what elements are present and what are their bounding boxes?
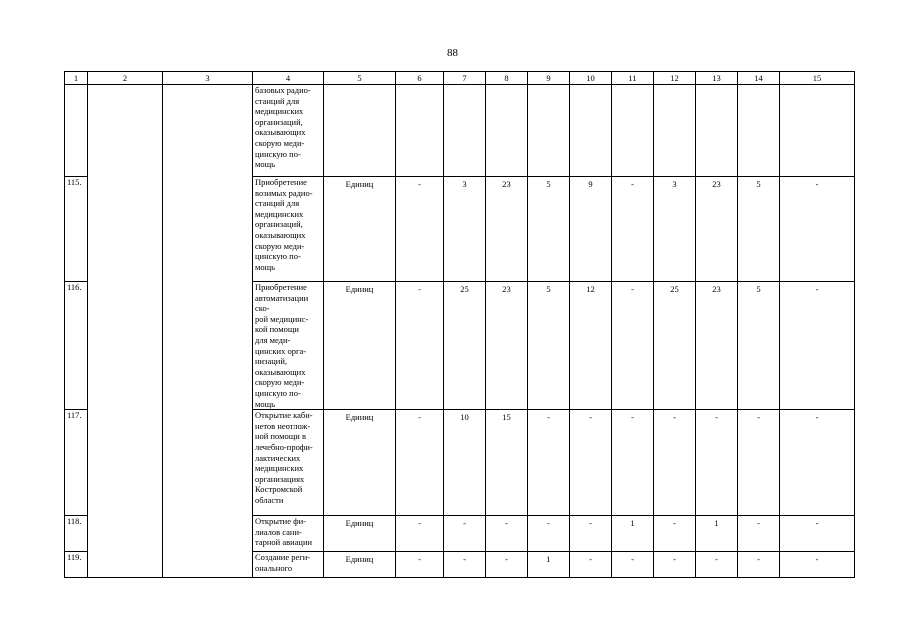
- description-line: скорую меди-: [255, 377, 305, 388]
- value-cell: -: [612, 552, 654, 578]
- value-cell: 5: [738, 177, 780, 282]
- description-line: Создание реги-: [255, 552, 311, 563]
- value-cell: -: [486, 516, 528, 552]
- value-cell: 5: [528, 282, 570, 410]
- value-cell: [396, 85, 444, 177]
- header-cell: 6: [396, 72, 444, 85]
- description-line: Открытие фи-: [255, 516, 306, 527]
- value-cell: 23: [696, 177, 738, 282]
- value-cell: [486, 85, 528, 177]
- description-line: медицинских: [255, 208, 304, 219]
- row-number: 119.: [65, 552, 88, 578]
- value-cell: -: [738, 552, 780, 578]
- row-number: 115.: [65, 177, 88, 282]
- unit-cell: Единиц: [324, 410, 396, 516]
- value-cell: -: [528, 410, 570, 516]
- row-number: 117.: [65, 410, 88, 516]
- description-line: для меди-: [255, 334, 291, 345]
- description-line: станций для: [255, 95, 300, 106]
- row-number: 118.: [65, 516, 88, 552]
- row-number: 116.: [65, 282, 88, 410]
- data-table: [64, 71, 855, 578]
- value-cell: 10: [444, 410, 486, 516]
- description-line: организаций,: [255, 116, 303, 127]
- value-cell: 25: [444, 282, 486, 410]
- description-line: онального: [255, 562, 293, 573]
- description-line: Открытие каби-: [255, 410, 313, 421]
- value-cell: -: [738, 410, 780, 516]
- description-cell: [253, 85, 324, 177]
- description-line: оказывающих: [255, 127, 306, 138]
- header-cell: 9: [528, 72, 570, 85]
- description-line: рой медицинс-: [255, 313, 309, 324]
- description-line: базовых радио-: [255, 85, 311, 95]
- header-cell: 14: [738, 72, 780, 85]
- value-cell: -: [396, 410, 444, 516]
- value-cell: -: [780, 516, 855, 552]
- description-line: оказывающих: [255, 229, 306, 240]
- value-cell: -: [612, 410, 654, 516]
- value-cell: 9: [570, 177, 612, 282]
- description-line: Костромской: [255, 484, 303, 495]
- value-cell: -: [780, 282, 855, 410]
- description-line: мощь: [255, 398, 276, 409]
- header-cell: 8: [486, 72, 528, 85]
- unit-cell: Единиц: [324, 282, 396, 410]
- value-cell: [612, 85, 654, 177]
- description-line: скорую меди-: [255, 240, 305, 251]
- description-line: организаций,: [255, 219, 303, 230]
- value-cell: -: [696, 552, 738, 578]
- value-cell: [654, 85, 696, 177]
- value-cell: [696, 85, 738, 177]
- value-cell: -: [654, 410, 696, 516]
- description-line: медицинских: [255, 106, 304, 117]
- page-number: 88: [447, 47, 458, 59]
- value-cell: 15: [486, 410, 528, 516]
- value-cell: -: [396, 516, 444, 552]
- value-cell: 12: [570, 282, 612, 410]
- header-cell: 7: [444, 72, 486, 85]
- header-cell: 11: [612, 72, 654, 85]
- value-cell: -: [396, 177, 444, 282]
- header-cell: 12: [654, 72, 696, 85]
- header-cell: 3: [163, 72, 253, 85]
- description-cell: [253, 410, 324, 516]
- value-cell: -: [570, 410, 612, 516]
- value-cell: -: [528, 516, 570, 552]
- description-line: медицинских: [255, 463, 304, 474]
- description-line: низаций,: [255, 356, 287, 367]
- description-line: автоматизации ско-: [255, 292, 309, 314]
- description-line: цинскую по-: [255, 148, 301, 159]
- description-line: ной помощи в: [255, 431, 306, 442]
- col3-cell: [163, 85, 253, 578]
- description-line: организациях: [255, 473, 305, 484]
- description-cell: [253, 282, 324, 410]
- description-line: Приобретение: [255, 177, 307, 187]
- value-cell: -: [570, 516, 612, 552]
- description-line: нетов неотлож-: [255, 420, 311, 431]
- value-cell: 1: [612, 516, 654, 552]
- value-cell: -: [738, 516, 780, 552]
- description-line: кой помощи: [255, 324, 299, 335]
- description-line: цинскую по-: [255, 387, 301, 398]
- description-line: цинскую по-: [255, 251, 301, 262]
- value-cell: 5: [738, 282, 780, 410]
- col2-cell: [88, 85, 163, 578]
- value-cell: -: [486, 552, 528, 578]
- value-cell: 3: [654, 177, 696, 282]
- description-line: станций для: [255, 198, 300, 209]
- description-cell: [253, 552, 324, 578]
- description-line: лактических: [255, 452, 301, 463]
- description-line: Приобретение: [255, 282, 307, 292]
- header-row: [65, 72, 855, 85]
- description-line: скорую меди-: [255, 137, 305, 148]
- description-cell: [253, 516, 324, 552]
- value-cell: -: [780, 177, 855, 282]
- value-cell: -: [696, 410, 738, 516]
- value-cell: 25: [654, 282, 696, 410]
- value-cell: [570, 85, 612, 177]
- header-cell: 1: [65, 72, 88, 85]
- unit-cell: Единиц: [324, 552, 396, 578]
- description-cell: [253, 177, 324, 282]
- value-cell: -: [654, 552, 696, 578]
- value-cell: [738, 85, 780, 177]
- value-cell: -: [612, 177, 654, 282]
- value-cell: 5: [528, 177, 570, 282]
- description-line: цинских орга-: [255, 345, 307, 356]
- value-cell: 23: [696, 282, 738, 410]
- value-cell: 1: [528, 552, 570, 578]
- value-cell: -: [396, 552, 444, 578]
- description-line: лечебно-профи-: [255, 441, 313, 452]
- unit-cell: Единиц: [324, 516, 396, 552]
- description-line: области: [255, 494, 284, 505]
- description-line: оказывающих: [255, 366, 306, 377]
- value-cell: 23: [486, 177, 528, 282]
- value-cell: -: [570, 552, 612, 578]
- value-cell: -: [444, 552, 486, 578]
- description-line: мощь: [255, 261, 276, 272]
- value-cell: -: [780, 410, 855, 516]
- value-cell: -: [780, 552, 855, 578]
- value-cell: 23: [486, 282, 528, 410]
- description-line: мощь: [255, 159, 276, 170]
- value-cell: [528, 85, 570, 177]
- value-cell: 1: [696, 516, 738, 552]
- unit-cell: [324, 85, 396, 177]
- value-cell: 3: [444, 177, 486, 282]
- description-line: возимых радио-: [255, 187, 313, 198]
- table-row: [65, 85, 855, 177]
- value-cell: -: [444, 516, 486, 552]
- value-cell: -: [396, 282, 444, 410]
- description-line: лиалов сани-: [255, 526, 302, 537]
- header-cell: 2: [88, 72, 163, 85]
- header-cell: 4: [253, 72, 324, 85]
- unit-cell: Единиц: [324, 177, 396, 282]
- header-cell: 13: [696, 72, 738, 85]
- value-cell: -: [612, 282, 654, 410]
- header-cell: 10: [570, 72, 612, 85]
- row-number: [65, 85, 88, 177]
- value-cell: [780, 85, 855, 177]
- value-cell: -: [654, 516, 696, 552]
- header-cell: 5: [324, 72, 396, 85]
- description-line: тарной авиации: [255, 537, 313, 548]
- header-cell: 15: [780, 72, 855, 85]
- value-cell: [444, 85, 486, 177]
